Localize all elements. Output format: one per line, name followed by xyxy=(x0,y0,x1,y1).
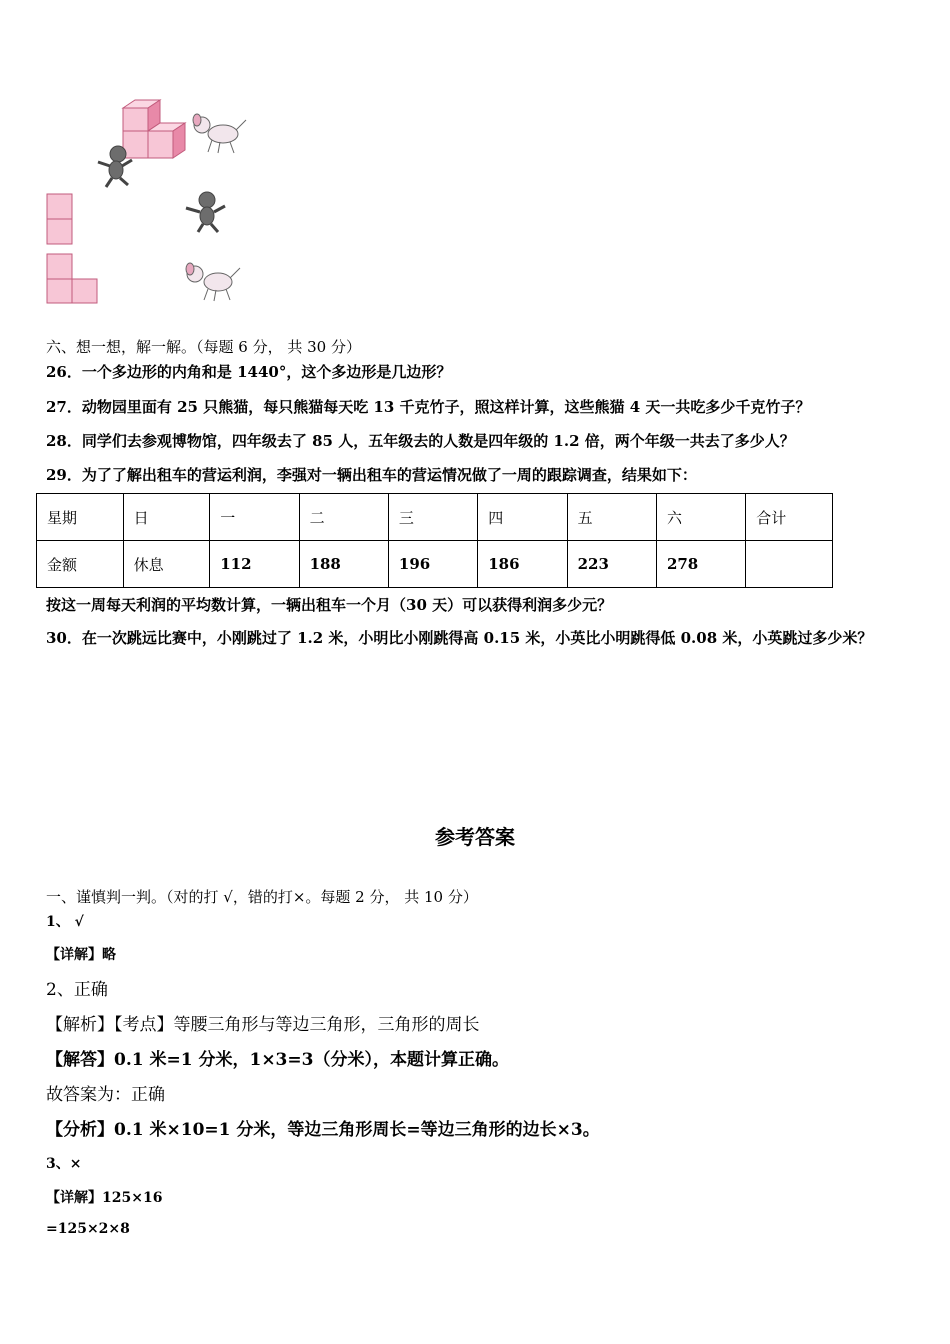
table-cell: 188 xyxy=(299,541,388,588)
cube-view-figure xyxy=(30,90,260,310)
view-two-stacked xyxy=(47,194,72,244)
table-cell: 186 xyxy=(478,541,567,588)
dog-icon xyxy=(186,263,240,301)
table-cell: 一 xyxy=(210,494,299,541)
monkey-icon xyxy=(186,192,225,232)
table-row xyxy=(37,541,833,588)
cube-stack xyxy=(123,100,185,158)
table-cell: 合计 xyxy=(746,494,833,541)
profit-table xyxy=(36,493,833,588)
table-cell: 三 xyxy=(388,494,477,541)
table-cell: 星期 xyxy=(37,494,124,541)
answer-2-solution: 【解答】0.1 米=1 分米，1×3=3（分米），本题计算正确。 xyxy=(46,1050,509,1070)
answer-2: 2、正确 xyxy=(46,980,108,1000)
table-cell: 112 xyxy=(210,541,299,588)
question-29-followup: 按这一周每天利润的平均数计算，一辆出租车一个月（30 天）可以获得利润多少元？ xyxy=(46,596,613,614)
view-l-shape xyxy=(47,254,97,303)
table-cell: 五 xyxy=(567,494,656,541)
question-26: 26．一个多边形的内角和是 1440°，这个多边形是几边形？ xyxy=(46,363,452,381)
answers-title: 参考答案 xyxy=(435,825,515,849)
question-30: 30．在一次跳远比赛中，小刚跳过了 1.2 米，小明比小刚跳得高 0.15 米，小英比小明跳得低 0.08 米，小英跳过多少米？ xyxy=(46,629,873,647)
table-cell: 223 xyxy=(567,541,656,588)
answer-2-analysis: 【解析】【考点】等腰三角形与等边三角形，三角形的周长 xyxy=(46,1015,480,1035)
answer-2-conclusion: 故答案为：正确 xyxy=(46,1085,165,1105)
answers-section-heading: 一、谨慎判一判。（对的打 √，错的打×。每题 2 分， 共 10 分） xyxy=(46,888,478,906)
table-cell xyxy=(746,541,833,588)
table-cell: 二 xyxy=(299,494,388,541)
table-cell: 金额 xyxy=(37,541,124,588)
answer-3-detail: 【详解】125×16 xyxy=(46,1190,163,1206)
answer-1: 1、 √ xyxy=(46,914,84,930)
answer-3-line2: =125×2×8 xyxy=(46,1221,130,1237)
table-cell: 六 xyxy=(656,494,745,541)
question-28: 28．同学们去参观博物馆，四年级去了 85 人，五年级去的人数是四年级的 1.2 倍，两个年级一共去了多少人？ xyxy=(46,432,795,450)
table-cell: 日 xyxy=(123,494,210,541)
table-cell: 休息 xyxy=(123,541,210,588)
section-heading: 六、想一想，解一解。（每题 6 分， 共 30 分） xyxy=(46,338,361,356)
table-cell: 196 xyxy=(388,541,477,588)
question-29: 29．为了了解出租车的营运利润，李强对一辆出租车的营运情况做了一周的跟踪调查，结果如下： xyxy=(46,466,697,484)
table-row xyxy=(37,494,833,541)
dog-icon xyxy=(193,114,246,153)
table-cell: 278 xyxy=(656,541,745,588)
answer-2-reason: 【分析】0.1 米×10=1 分米，等边三角形周长=等边三角形的边长×3。 xyxy=(46,1120,600,1140)
answer-3: 3、× xyxy=(46,1156,82,1172)
question-27: 27．动物园里面有 25 只熊猫，每只熊猫每天吃 13 千克竹子，照这样计算，这些熊猫 4 天一共吃多少千克竹子？ xyxy=(46,398,811,416)
table-cell: 四 xyxy=(478,494,567,541)
answer-1-detail: 【详解】略 xyxy=(46,947,116,963)
